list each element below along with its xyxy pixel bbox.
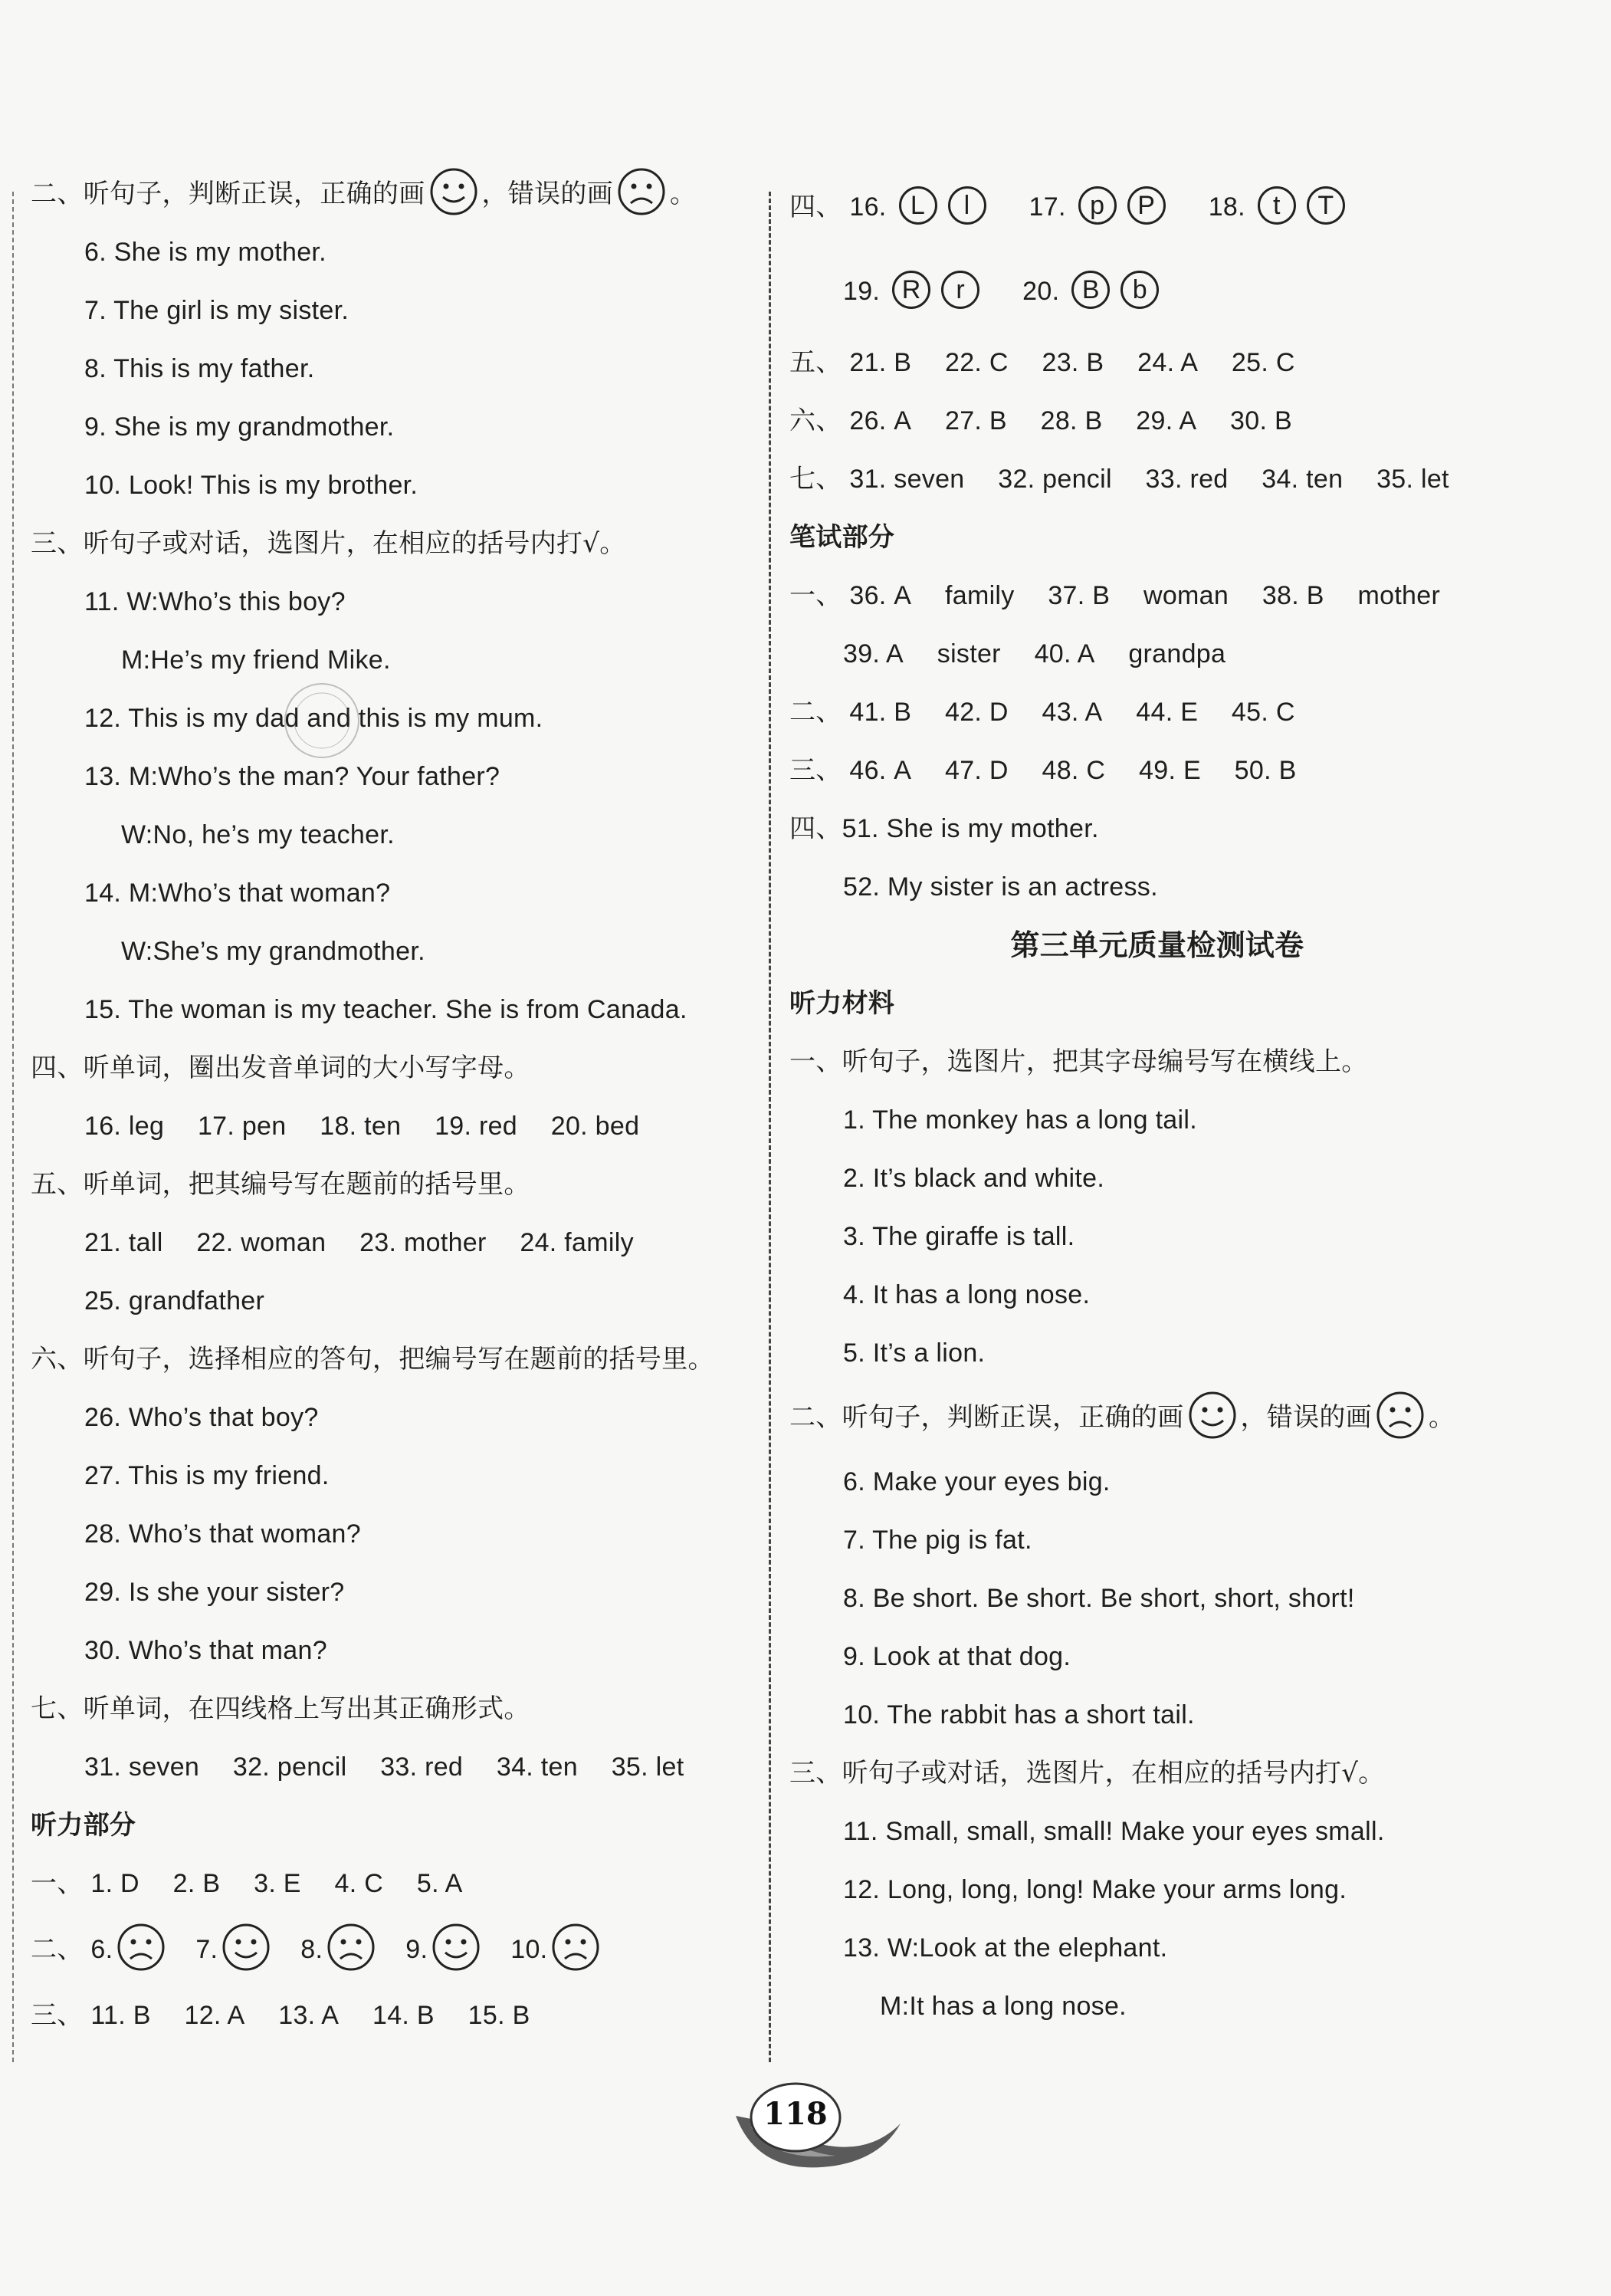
dialog-line: 12. This is my dad and this is my mum.	[84, 704, 543, 733]
unit3-section-3-heading: 三、听句子或对话，选图片，在相应的括号内打√。	[789, 1758, 1385, 1789]
answer-row: 39. A sister 40. A grandpa	[843, 639, 1226, 668]
circled-letter: P	[1127, 186, 1166, 225]
section-6-heading: 六、听句子，选择相应的答句，把编号写在题前的括号里。	[31, 1344, 714, 1375]
dialog-line: 14. M:Who’s that woman?	[84, 879, 391, 908]
circled-letters-row	[789, 249, 1525, 333]
list-item: 3. The giraffe is tall.	[843, 1222, 1075, 1251]
answer-number: 18.	[1208, 192, 1245, 222]
list-item: 10. Look! This is my brother.	[84, 471, 418, 500]
answer-number: 19.	[843, 277, 881, 306]
dialog-line: 11. Small, small, small! Make your eyes small.	[843, 1817, 1385, 1846]
section-4-heading: 四、听单词，圈出发音单词的大小写字母。	[31, 1053, 530, 1083]
dialog-line: M:He’s my friend Mike.	[121, 645, 391, 675]
dialog-line: W:No, he’s my teacher.	[121, 820, 395, 849]
dialog-line: W:She’s my grandmother.	[121, 937, 425, 966]
answer-number: 10.	[510, 1935, 548, 1964]
list-item: 8. Be short. Be short. Be short, short, short!	[843, 1584, 1355, 1613]
dialog-line: 13. M:Who’s the man? Your father?	[84, 762, 500, 791]
face-answer-row: 二、 6. 7. 8. 9. 10.	[31, 1913, 766, 1986]
list-item: 6. She is my mother.	[84, 238, 326, 267]
list-item: 5. It’s a lion.	[843, 1339, 986, 1368]
section-2-heading: 二、听句子，判断正误，正确的画 ，错误的画 。	[31, 165, 766, 223]
section-7-heading: 七、听单词，在四线格上写出其正确形式。	[31, 1693, 530, 1724]
smiley-face-icon	[221, 1922, 271, 1972]
sad-face-icon	[550, 1922, 601, 1972]
answer-number: 7.	[195, 1935, 218, 1964]
answer-row: 四、51. She is my mother.	[789, 813, 1099, 844]
list-item: 7. The pig is fat.	[843, 1526, 1032, 1555]
list-item: 28. Who’s that woman?	[84, 1519, 361, 1549]
word-row: 21. tall 22. woman 23. mother 24. family	[84, 1228, 634, 1257]
smiley-face-icon	[1187, 1390, 1238, 1440]
list-item: 4. It has a long nose.	[843, 1280, 1091, 1309]
list-item: 9. Look at that dog.	[843, 1642, 1071, 1671]
answer-number: 20.	[1022, 277, 1060, 306]
dialog-line: M:It has a long nose.	[880, 1992, 1127, 2021]
list-item: 10. The rabbit has a short tail.	[843, 1700, 1195, 1729]
sad-face-icon	[616, 166, 667, 217]
left-column	[31, 165, 766, 2045]
listening-material-heading: 听力材料	[789, 988, 895, 1019]
list-item: 6. Make your eyes big.	[843, 1467, 1111, 1496]
stamp-watermark	[280, 678, 364, 763]
circled-letter: B	[1071, 271, 1110, 309]
list-item: 30. Who’s that man?	[84, 1636, 327, 1665]
circled-letter: r	[941, 271, 979, 309]
smiley-face-icon	[428, 166, 479, 217]
circled-letter: T	[1307, 186, 1345, 225]
circled-letter: p	[1078, 186, 1117, 225]
list-item: 27. This is my friend.	[84, 1461, 330, 1490]
answer-row: 六、 26. A 27. B 28. B 29. A 30. B	[789, 406, 1292, 436]
unit3-section-1-heading: 一、听句子，选图片，把其字母编号写在横线上。	[789, 1046, 1368, 1077]
smiley-face-icon	[431, 1922, 481, 1972]
circled-letter: t	[1258, 186, 1296, 225]
written-answers-heading: 笔试部分	[789, 522, 895, 553]
answer-row: 一、 36. A family 37. B woman 38. B mother	[789, 580, 1441, 611]
answer-number: 17.	[1029, 192, 1066, 222]
word-row: 25. grandfather	[84, 1286, 265, 1316]
circled-letter: b	[1120, 271, 1159, 309]
page-number-badge	[728, 2070, 904, 2177]
circled-letter: L	[899, 186, 937, 225]
circled-letters-row: 四、 16. L l 17. p P 18. t T	[789, 165, 1525, 249]
list-item: 7. The girl is my sister.	[84, 296, 349, 325]
section-3-heading: 三、听句子或对话，选图片，在相应的括号内打√。	[31, 528, 626, 559]
answer-number: 9.	[405, 1935, 428, 1964]
answer-row: 三、 11. B 12. A 13. A 14. B 15. B	[31, 2000, 530, 2031]
word-row: 16. leg 17. pen 18. ten 19. red 20. bed	[84, 1112, 640, 1141]
answer-row: 三、 46. A 47. D 48. C 49. E 50. B	[789, 755, 1297, 786]
list-item: 8. This is my father.	[84, 354, 315, 383]
word-row: 31. seven 32. pencil 33. red 34. ten 35. let	[84, 1752, 684, 1782]
list-item: 9. She is my grandmother.	[84, 412, 395, 442]
list-item: 26. Who’s that boy?	[84, 1403, 319, 1432]
list-item: 1. The monkey has a long tail.	[843, 1105, 1197, 1135]
list-item: 2. It’s black and white.	[843, 1164, 1105, 1193]
page-number: 118	[763, 2096, 828, 2132]
listening-answers-heading: 听力部分	[31, 1810, 136, 1841]
list-item: 29. Is she your sister?	[84, 1578, 345, 1607]
answer-number: 16.	[849, 192, 887, 222]
answer-number: 8.	[300, 1935, 323, 1964]
sad-face-icon	[326, 1922, 376, 1972]
answer-row: 五、 21. B 22. C 23. B 24. A 25. C	[789, 347, 1295, 378]
answer-number: 6.	[90, 1935, 113, 1964]
right-column	[789, 165, 1525, 2035]
sad-face-icon	[1375, 1390, 1426, 1440]
answer-row: 七、 31. seven 32. pencil 33. red 34. ten 35. let	[789, 464, 1449, 494]
dialog-line: 15. The woman is my teacher. She is from Canada.	[84, 995, 687, 1024]
dialog-line: 11. W:Who’s this boy?	[84, 587, 346, 616]
left-margin-rule	[12, 192, 14, 2062]
unit3-section-2-heading: 二、听句子，判断正误，正确的画 ，错误的画 。	[789, 1382, 1525, 1453]
answer-row: 一、 1. D 2. B 3. E 4. C 5. A	[31, 1868, 463, 1899]
answer-row: 二、 41. B 42. D 43. A 44. E 45. C	[789, 697, 1295, 728]
dialog-line: 13. W:Look at the elephant.	[843, 1933, 1168, 1963]
circled-letter: l	[948, 186, 986, 225]
dialog-line: 12. Long, long, long! Make your arms long.	[843, 1875, 1347, 1904]
section-5-heading: 五、听单词，把其编号写在题前的括号里。	[31, 1169, 530, 1200]
sad-face-icon	[116, 1922, 166, 1972]
answer-row: 52. My sister is an actress.	[843, 872, 1158, 902]
unit-3-title: 第三单元质量检测试卷	[1010, 928, 1304, 962]
circled-letter: R	[892, 271, 930, 309]
column-divider	[769, 192, 771, 2062]
